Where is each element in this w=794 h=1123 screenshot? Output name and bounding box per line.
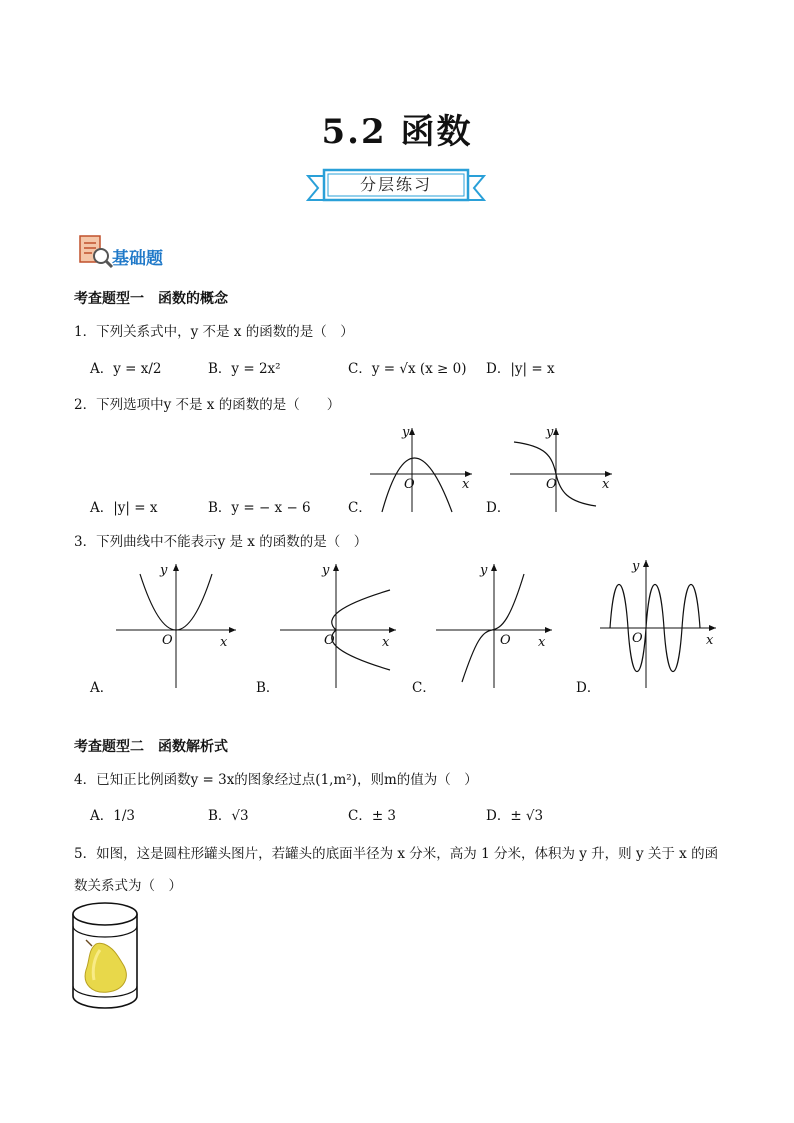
heading-type-2: 考查题型二 函数解析式 — [74, 739, 228, 755]
page-title: 5.2 函数 — [321, 112, 473, 152]
question-1: 1．下列关系式中，y 不是 x 的函数的是（ ） — [74, 324, 354, 340]
q3-graph-c — [432, 560, 556, 690]
q3-graph-a — [112, 560, 240, 690]
can-with-pear-image — [70, 900, 140, 1012]
svg-text:O: O — [632, 631, 643, 646]
svg-text:O: O — [546, 477, 557, 492]
svg-text:O: O — [324, 633, 335, 648]
q3-option-a: A． — [90, 680, 114, 696]
q4-option-d: D．± √3 — [486, 808, 544, 824]
section-label: 基础题 — [112, 249, 163, 269]
q4-option-a: A．1/3 — [90, 808, 135, 824]
heading-type-1: 考查题型一 函数的概念 — [74, 291, 228, 307]
q3-graph-d — [596, 556, 720, 692]
q1-option-a: A．y = x/2 — [90, 361, 162, 377]
svg-text:O: O — [162, 633, 173, 648]
svg-text:y: y — [480, 563, 488, 578]
svg-text:O: O — [404, 477, 415, 492]
question-5-line1: 5．如图，这是圆柱形罐头图片，若罐头的底面半径为 x 分米，高为 1 分米，体积为 y 升，则 y 关于 x 的函 — [74, 846, 719, 862]
svg-text:x: x — [538, 635, 546, 650]
q1-option-d: D．|y| = x — [486, 361, 555, 377]
svg-text:x: x — [220, 635, 228, 650]
question-4: 4．已知正比例函数y = 3x的图象经过点(1,m²)，则m的值为（ ） — [74, 772, 478, 788]
q3-option-c: C． — [412, 680, 436, 696]
q4-option-b: B．√3 — [208, 808, 249, 824]
svg-text:y: y — [632, 559, 640, 574]
banner-label: 分层练习 — [359, 175, 432, 194]
q2-graph-d — [506, 424, 616, 514]
q2-option-c: C． — [348, 500, 372, 516]
document-magnifier-icon — [78, 234, 114, 268]
question-3: 3．下列曲线中不能表示y 是 x 的函数的是（ ） — [74, 534, 368, 550]
question-5-line2: 数关系式为（ ） — [74, 878, 182, 894]
svg-text:x: x — [602, 477, 610, 492]
question-2: 2．下列选项中y 不是 x 的函数的是（ ） — [74, 397, 341, 413]
q1-option-b: B．y = 2x² — [208, 361, 281, 377]
svg-text:x: x — [382, 635, 390, 650]
q2-option-a: A．|y| = x — [90, 500, 158, 516]
q3-graph-b — [276, 560, 400, 690]
svg-text:x: x — [462, 477, 470, 492]
q4-option-c: C．± 3 — [348, 808, 397, 824]
svg-text:y: y — [160, 563, 168, 578]
svg-text:x: x — [706, 633, 714, 648]
svg-text:y: y — [402, 425, 410, 440]
svg-text:y: y — [322, 563, 330, 578]
svg-text:y: y — [546, 425, 554, 440]
q2-graph-c — [366, 424, 476, 514]
q2-option-b: B．y = − x − 6 — [208, 500, 311, 516]
q1-option-c: C．y = √x (x ≥ 0) — [348, 361, 467, 377]
q3-option-b: B． — [256, 680, 280, 696]
svg-text:O: O — [500, 633, 511, 648]
q3-option-d: D． — [576, 680, 601, 696]
q2-option-d: D． — [486, 500, 511, 516]
